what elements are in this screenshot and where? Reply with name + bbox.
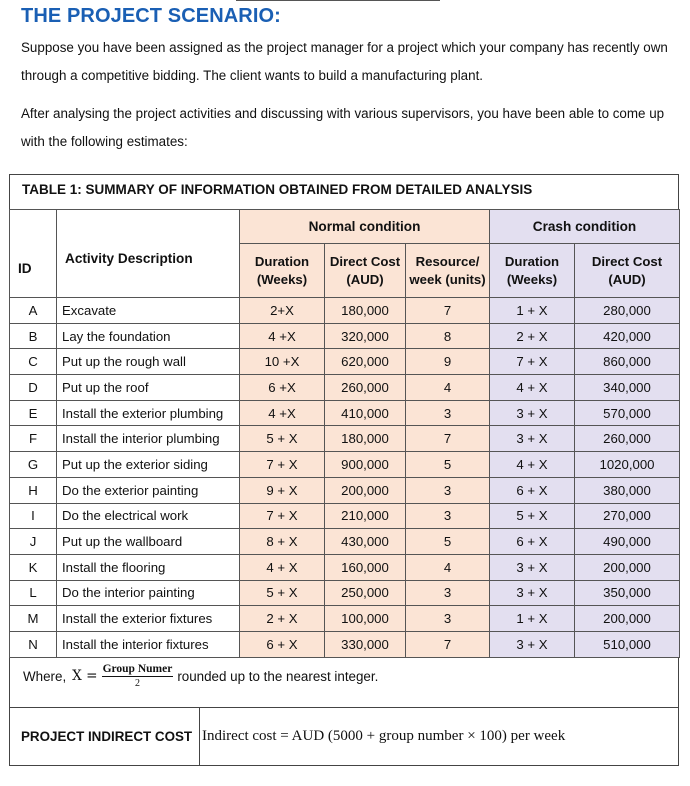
- cell-normal-duration: 7 + X: [240, 452, 325, 478]
- cell-normal-resource: 3: [406, 477, 490, 503]
- table-row: [10, 323, 680, 349]
- header-text: (AUD): [608, 271, 646, 287]
- cell-normal-duration: 5 + X: [240, 580, 325, 606]
- cell-normal-resource: 4: [406, 554, 490, 580]
- cell-id: F: [10, 426, 57, 452]
- cell-crash-cost: 200,000: [575, 606, 680, 632]
- cell-crash-duration: 1 + X: [490, 298, 575, 324]
- cell-normal-duration: 6 +X: [240, 375, 325, 401]
- cell-id: E: [10, 400, 57, 426]
- cell-id: K: [10, 554, 57, 580]
- cell-normal-resource: 3: [406, 580, 490, 606]
- table-row: [10, 298, 680, 324]
- cell-normal-cost: 100,000: [325, 606, 406, 632]
- cell-crash-cost: 490,000: [575, 529, 680, 555]
- cell-normal-resource: 5: [406, 529, 490, 555]
- cell-description: Put up the rough wall: [57, 349, 240, 375]
- cell-description: Excavate: [57, 298, 240, 324]
- cell-id: I: [10, 503, 57, 529]
- table-row: [10, 452, 680, 478]
- cell-crash-cost: 860,000: [575, 349, 680, 375]
- cell-normal-resource: 3: [406, 400, 490, 426]
- header-crash-cost: [575, 244, 680, 298]
- cell-id: N: [10, 631, 57, 657]
- cell-normal-resource: 7: [406, 426, 490, 452]
- page-heading: THE PROJECT SCENARIO:: [21, 5, 281, 27]
- cell-normal-duration: 10 +X: [240, 349, 325, 375]
- cell-crash-duration: 3 + X: [490, 631, 575, 657]
- cell-id: L: [10, 580, 57, 606]
- cell-normal-duration: 2 + X: [240, 606, 325, 632]
- header-crash-condition: Crash condition: [490, 210, 680, 244]
- cell-normal-resource: 5: [406, 452, 490, 478]
- cell-id: A: [10, 298, 57, 324]
- cell-crash-cost: 510,000: [575, 631, 680, 657]
- cell-normal-cost: 210,000: [325, 503, 406, 529]
- cell-description: Install the flooring: [57, 554, 240, 580]
- scenario-paragraph-2: After analysing the project activities and discussing with various supervisors, you have been able to come up with the following estimates:: [21, 106, 665, 149]
- x-lhs: X =: [72, 668, 98, 684]
- cell-description: Install the interior fixtures: [57, 631, 240, 657]
- cell-crash-duration: 3 + X: [490, 426, 575, 452]
- cell-description: Do the electrical work: [57, 503, 240, 529]
- cell-crash-duration: 1 + X: [490, 606, 575, 632]
- cell-crash-duration: 4 + X: [490, 375, 575, 401]
- scenario-paragraph-1: Suppose you have been assigned as the project manager for a project which your company has recently own through a competitive bidding. The client wants to build a manufacturing plant.: [21, 40, 668, 83]
- cell-normal-duration: 5 + X: [240, 426, 325, 452]
- header-text: Direct Cost: [329, 253, 401, 269]
- cell-description: Put up the exterior siding: [57, 452, 240, 478]
- cell-normal-resource: 7: [406, 298, 490, 324]
- cell-description: Do the interior painting: [57, 580, 240, 606]
- header-text: Direct Cost: [591, 253, 663, 269]
- indirect-cost-label: PROJECT INDIRECT COST: [21, 729, 193, 744]
- cell-crash-cost: 350,000: [575, 580, 680, 606]
- cell-normal-cost: 200,000: [325, 477, 406, 503]
- cell-crash-duration: 5 + X: [490, 503, 575, 529]
- cell-crash-cost: 280,000: [575, 298, 680, 324]
- where-prefix: Where,: [23, 668, 67, 684]
- table-row: [10, 503, 680, 529]
- cell-description: Lay the foundation: [57, 323, 240, 349]
- cell-description: Install the interior plumbing: [57, 426, 240, 452]
- cell-crash-cost: 340,000: [575, 375, 680, 401]
- cell-normal-duration: 8 + X: [240, 529, 325, 555]
- cell-description: Put up the wallboard: [57, 529, 240, 555]
- fraction-numerator: Group Numer: [102, 663, 173, 675]
- cell-normal-cost: 260,000: [325, 375, 406, 401]
- cell-normal-duration: 4 + X: [240, 554, 325, 580]
- table-row: [10, 426, 680, 452]
- cell-normal-resource: 4: [406, 375, 490, 401]
- cell-crash-duration: 3 + X: [490, 554, 575, 580]
- cell-crash-duration: 7 + X: [490, 349, 575, 375]
- table-row: [10, 580, 680, 606]
- table-row: [10, 529, 680, 555]
- header-normal-cost: [325, 244, 406, 298]
- cell-normal-cost: 410,000: [325, 400, 406, 426]
- cell-normal-duration: 4 +X: [240, 323, 325, 349]
- cell-normal-cost: 160,000: [325, 554, 406, 580]
- cell-normal-cost: 900,000: [325, 452, 406, 478]
- cell-crash-duration: 6 + X: [490, 477, 575, 503]
- header-description: Activity Description: [57, 210, 240, 298]
- cell-normal-cost: 180,000: [325, 298, 406, 324]
- cell-normal-duration: 4 +X: [240, 400, 325, 426]
- header-normal-duration: [240, 244, 325, 298]
- cell-crash-cost: 1020,000: [575, 452, 680, 478]
- cell-description: Do the exterior painting: [57, 477, 240, 503]
- cell-description: Install the exterior fixtures: [57, 606, 240, 632]
- table-body: [10, 298, 680, 658]
- cell-id: C: [10, 349, 57, 375]
- cell-crash-cost: 260,000: [575, 426, 680, 452]
- cell-crash-duration: 2 + X: [490, 323, 575, 349]
- x-fraction: [102, 663, 174, 689]
- cell-crash-cost: 270,000: [575, 503, 680, 529]
- cell-normal-duration: 6 + X: [240, 631, 325, 657]
- header-normal-condition: Normal condition: [240, 210, 490, 244]
- table-row: [10, 477, 680, 503]
- cell-normal-resource: 3: [406, 606, 490, 632]
- cell-crash-cost: 380,000: [575, 477, 680, 503]
- header-text: (AUD): [346, 271, 384, 287]
- table-row: [10, 606, 680, 632]
- fraction-denominator: 2: [134, 678, 140, 689]
- cell-normal-cost: 430,000: [325, 529, 406, 555]
- header-text: Resource/: [415, 253, 480, 269]
- cell-normal-cost: 180,000: [325, 426, 406, 452]
- cell-description: Put up the roof: [57, 375, 240, 401]
- cell-normal-resource: 8: [406, 323, 490, 349]
- cell-normal-duration: 7 + X: [240, 503, 325, 529]
- header-normal-resource: [406, 244, 490, 298]
- cell-id: G: [10, 452, 57, 478]
- cell-normal-resource: 9: [406, 349, 490, 375]
- cell-crash-cost: 570,000: [575, 400, 680, 426]
- where-suffix: rounded up to the nearest integer.: [177, 668, 379, 684]
- cell-normal-duration: 2+X: [240, 298, 325, 324]
- cell-normal-resource: 7: [406, 631, 490, 657]
- header-id: ID: [10, 210, 57, 298]
- cell-crash-duration: 4 + X: [490, 452, 575, 478]
- cell-normal-cost: 250,000: [325, 580, 406, 606]
- cell-id: J: [10, 529, 57, 555]
- table-row: [10, 400, 680, 426]
- cell-normal-cost: 320,000: [325, 323, 406, 349]
- indirect-column-divider: [199, 707, 200, 766]
- header-text: (Weeks): [256, 271, 308, 287]
- cell-normal-cost: 620,000: [325, 349, 406, 375]
- indirect-divider: [9, 707, 679, 708]
- indirect-cost-formula: Indirect cost = AUD (5000 + group number × 100) per week: [202, 728, 566, 744]
- cell-id: H: [10, 477, 57, 503]
- x-definition: [23, 663, 378, 689]
- table-row: [10, 375, 680, 401]
- cell-crash-duration: 3 + X: [490, 400, 575, 426]
- cell-crash-cost: 200,000: [575, 554, 680, 580]
- header-text: Duration: [504, 253, 560, 269]
- cell-description: Install the exterior plumbing: [57, 400, 240, 426]
- cell-normal-duration: 9 + X: [240, 477, 325, 503]
- cell-crash-duration: 3 + X: [490, 580, 575, 606]
- cell-crash-duration: 6 + X: [490, 529, 575, 555]
- cell-id: D: [10, 375, 57, 401]
- table-title: TABLE 1: SUMMARY OF INFORMATION OBTAINED FROM DETAILED ANALYSIS: [22, 182, 533, 197]
- table-row: [10, 631, 680, 657]
- cell-crash-cost: 420,000: [575, 323, 680, 349]
- cell-normal-cost: 330,000: [325, 631, 406, 657]
- estimates-table: [9, 209, 680, 658]
- header-text: Duration: [254, 253, 310, 269]
- cell-id: M: [10, 606, 57, 632]
- header-text: week (units): [409, 271, 486, 287]
- top-rule: [236, 0, 440, 1]
- header-crash-duration: [490, 244, 575, 298]
- table-row: [10, 554, 680, 580]
- cell-id: B: [10, 323, 57, 349]
- header-text: (Weeks): [506, 271, 558, 287]
- cell-normal-resource: 3: [406, 503, 490, 529]
- table-row: [10, 349, 680, 375]
